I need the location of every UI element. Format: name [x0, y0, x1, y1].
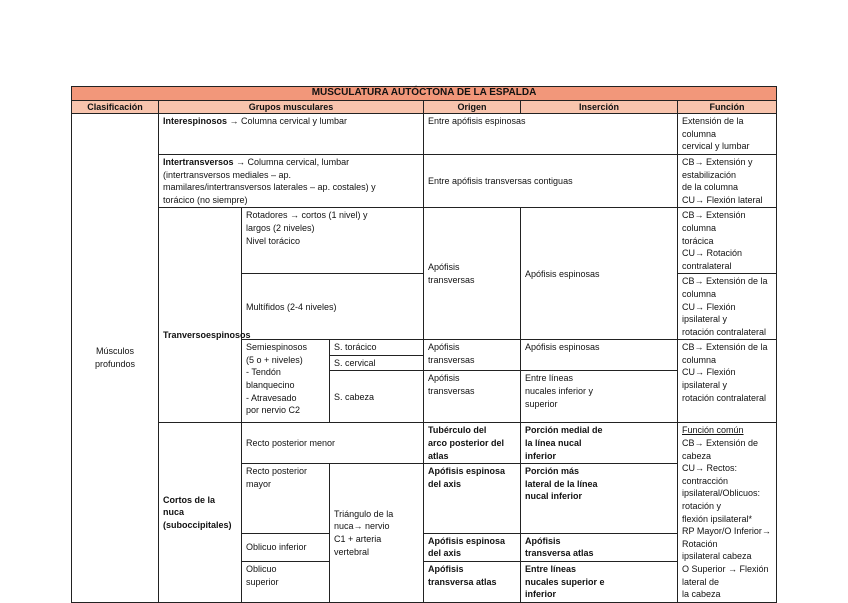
s-toracico: S. torácico [330, 340, 424, 356]
triangulo-line: vertebral [334, 546, 370, 557]
intertransversos-line: (intertransversos mediales – ap. [163, 169, 292, 180]
header-funcion: Función [678, 100, 777, 114]
recto-menor-insercion [521, 423, 678, 464]
oblicuo-sup-origen [424, 562, 521, 603]
funcion-title: Función común [682, 425, 744, 436]
insercion-line: inferior [525, 589, 557, 600]
rotadores-cell [242, 208, 424, 274]
funcion-line: rotación contralateral [682, 392, 767, 403]
oblicuo-inferior: Oblicuo inferior [242, 533, 330, 561]
origen-line: Apófisis [428, 262, 460, 273]
insercion-line: nucales inferior y [525, 386, 594, 397]
clasificacion-line: profundos [94, 358, 136, 369]
origen-line: transversas [428, 354, 475, 365]
semi-cab-origen [424, 371, 521, 423]
funcion-line: CB→ Extensión de la columna [682, 276, 768, 299]
funcion-line: de la columna [682, 182, 739, 193]
triangulo-line: nuca→ nervio [334, 521, 390, 532]
interespinosos-name: Interespinosos [163, 116, 228, 127]
clasificacion-cell [72, 114, 159, 603]
origen-line: Apófisis espinosa [428, 535, 506, 546]
header-clasificacion: Clasificación [72, 100, 159, 114]
insercion-line: inferior [525, 450, 557, 461]
header-grupos: Grupos musculares [159, 100, 424, 114]
rotadores-line: Rotadores → cortos (1 nivel) y [246, 210, 368, 221]
interespinosos-cell [159, 114, 424, 155]
funcion-line: CU→ Rotación contralateral [682, 248, 743, 271]
recto-mayor-origen [424, 464, 521, 534]
funcion-line: ipsilateral/Oblicuos: rotación y [682, 488, 761, 512]
nuca-line: Cortos de la nuca [163, 494, 216, 518]
funcion-line: CB→ Extensión columna [682, 210, 746, 233]
transversoespinosos-name [159, 208, 251, 423]
insercion-line: transversa atlas [525, 548, 594, 559]
intertransversos-name: Intertransversos [163, 156, 234, 167]
nuca-line: (suboccipitales) [163, 519, 232, 530]
insercion-line: nucales superior e [525, 576, 605, 587]
funcion-line: ipsilateral cabeza [682, 551, 752, 562]
triangulo-nuca [330, 464, 424, 603]
interespinosos-origen: Entre apófisis espinosas [424, 114, 678, 155]
semi-tc-insercion: Apófisis espinosas [521, 340, 678, 371]
intertransversos-funcion [678, 154, 777, 207]
semiespinosos-line: (5 o + niveles) [246, 354, 303, 365]
semiespinosos-cell [242, 340, 330, 423]
oblicuo-sup-line: Oblicuo [246, 564, 277, 574]
oblicuo-sup-insercion [521, 562, 678, 603]
oblicuo-inf-insercion [521, 533, 678, 561]
semiespinosos-funcion [678, 340, 777, 423]
intertransversos-line: torácico (no siempre) [163, 194, 248, 205]
s-cervical: S. cervical [330, 355, 424, 371]
insercion-line: la línea nucal [525, 438, 582, 449]
funcion-line: CB→ Extensión y estabilización [682, 156, 753, 180]
insercion-line: nucal inferior [525, 491, 583, 502]
triangulo-line: Triángulo de la [334, 508, 394, 519]
funcion-line: CU→ Rectos: contracción [682, 463, 738, 486]
funcion-line: Extensión de la columna [682, 116, 744, 139]
semiespinosos-line: - Atravesado [246, 392, 297, 403]
interespinosos-desc: → Columna cervical y lumbar [227, 116, 348, 127]
origen-line: Apófisis [428, 342, 460, 353]
s-cabeza: S. cabeza [330, 371, 424, 423]
intertransversos-cell [159, 154, 424, 207]
origen-line: Apófisis [428, 564, 464, 574]
oblicuo-superior [242, 562, 330, 603]
recto-mayor-line: Recto posterior [246, 466, 308, 477]
funcion-line: O Superior → Flexión lateral de [682, 564, 769, 587]
semiespinosos-line: blanquecino [246, 380, 295, 391]
intertransversos-desc: → Columna cervical, lumbar [233, 156, 350, 167]
intertransversos-origen: Entre apófisis transversas contiguas [424, 154, 678, 207]
insercion-line: Entre líneas [525, 564, 577, 574]
rotadores-line: largos (2 niveles) [246, 222, 315, 233]
funcion-line: cervical y lumbar [682, 141, 750, 152]
intertransversos-line: mamilares/intertransversos laterales – ap. costales) y [163, 182, 376, 193]
funcion-line: CU→ Flexión ipsilateral y [682, 301, 736, 325]
origen-line: Apófisis [428, 373, 460, 384]
triangulo-line: C1 + arteria [334, 534, 382, 545]
origen-line: transversas [428, 386, 475, 397]
rotadores-origen [424, 208, 521, 340]
recto-menor-origen [424, 423, 521, 464]
rotadores-line: Nivel torácico [246, 235, 301, 246]
oblicuo-sup-line: superior [246, 576, 279, 587]
semi-cab-insercion [521, 371, 678, 423]
origen-line: arco posterior del [428, 438, 505, 449]
funcion-line: CU→ Flexión ipsilateral y [682, 367, 736, 391]
origen-line: Tubérculo del [428, 425, 487, 436]
funcion-line: torácica [682, 235, 714, 246]
recto-mayor-insercion [521, 464, 678, 534]
insercion-line: lateral de la línea [525, 478, 598, 489]
clasificacion-line: Músculos [95, 346, 134, 357]
nuca-name [159, 423, 242, 602]
funcion-line: la cabeza [682, 589, 721, 600]
multifidos-funcion [678, 274, 777, 340]
rotadores-funcion [678, 208, 777, 274]
origen-line: transversas [428, 274, 475, 285]
funcion-line: CU→ Flexión lateral [682, 194, 763, 205]
funcion-line: flexión ipsilateral* [682, 513, 753, 524]
oblicuo-inf-origen [424, 533, 521, 561]
insercion-line: Apófisis [525, 535, 561, 546]
origen-line: transversa atlas [428, 576, 497, 587]
funcion-line: CB→ Extensión de la columna [682, 342, 768, 365]
funcion-line: rotación contralateral [682, 326, 767, 337]
origen-line: Apófisis espinosa [428, 466, 506, 477]
insercion-line: Porción medial de [525, 425, 603, 436]
origen-line: del axis [428, 548, 462, 559]
header-origen: Origen [424, 100, 521, 114]
insercion-line: Porción más [525, 466, 580, 477]
semiespinosos-line: Semiespinosos [246, 342, 308, 353]
multifidos-cell: Multífidos (2-4 niveles) [242, 274, 424, 340]
transversoespinosos-label: Tranversoespinosos [163, 329, 251, 340]
funcion-line: CB→ Extensión de cabeza [682, 438, 759, 461]
insercion-line: Entre líneas [525, 373, 574, 384]
origen-line: atlas [428, 450, 449, 461]
rotadores-insercion: Apófisis espinosas [521, 208, 678, 340]
recto-mayor [242, 464, 330, 534]
semiespinosos-line: por nervio C2 [246, 405, 301, 416]
recto-mayor-line: mayor [246, 478, 272, 489]
origen-line: del axis [428, 478, 462, 489]
nuca-funcion [678, 423, 777, 602]
interespinosos-funcion [678, 114, 777, 155]
recto-menor: Recto posterior menor [242, 423, 424, 464]
header-insercion: Inserción [521, 100, 678, 114]
semiespinosos-line: - Tendón [246, 367, 281, 378]
funcion-line: RP Mayor/O Inferior→ Rotación [682, 526, 771, 549]
insercion-line: superior [525, 398, 558, 409]
table-title: MUSCULATURA AUTÓCTONA DE LA ESPALDA [72, 87, 777, 101]
musculature-table [71, 86, 777, 603]
semi-tc-origen [424, 340, 521, 371]
